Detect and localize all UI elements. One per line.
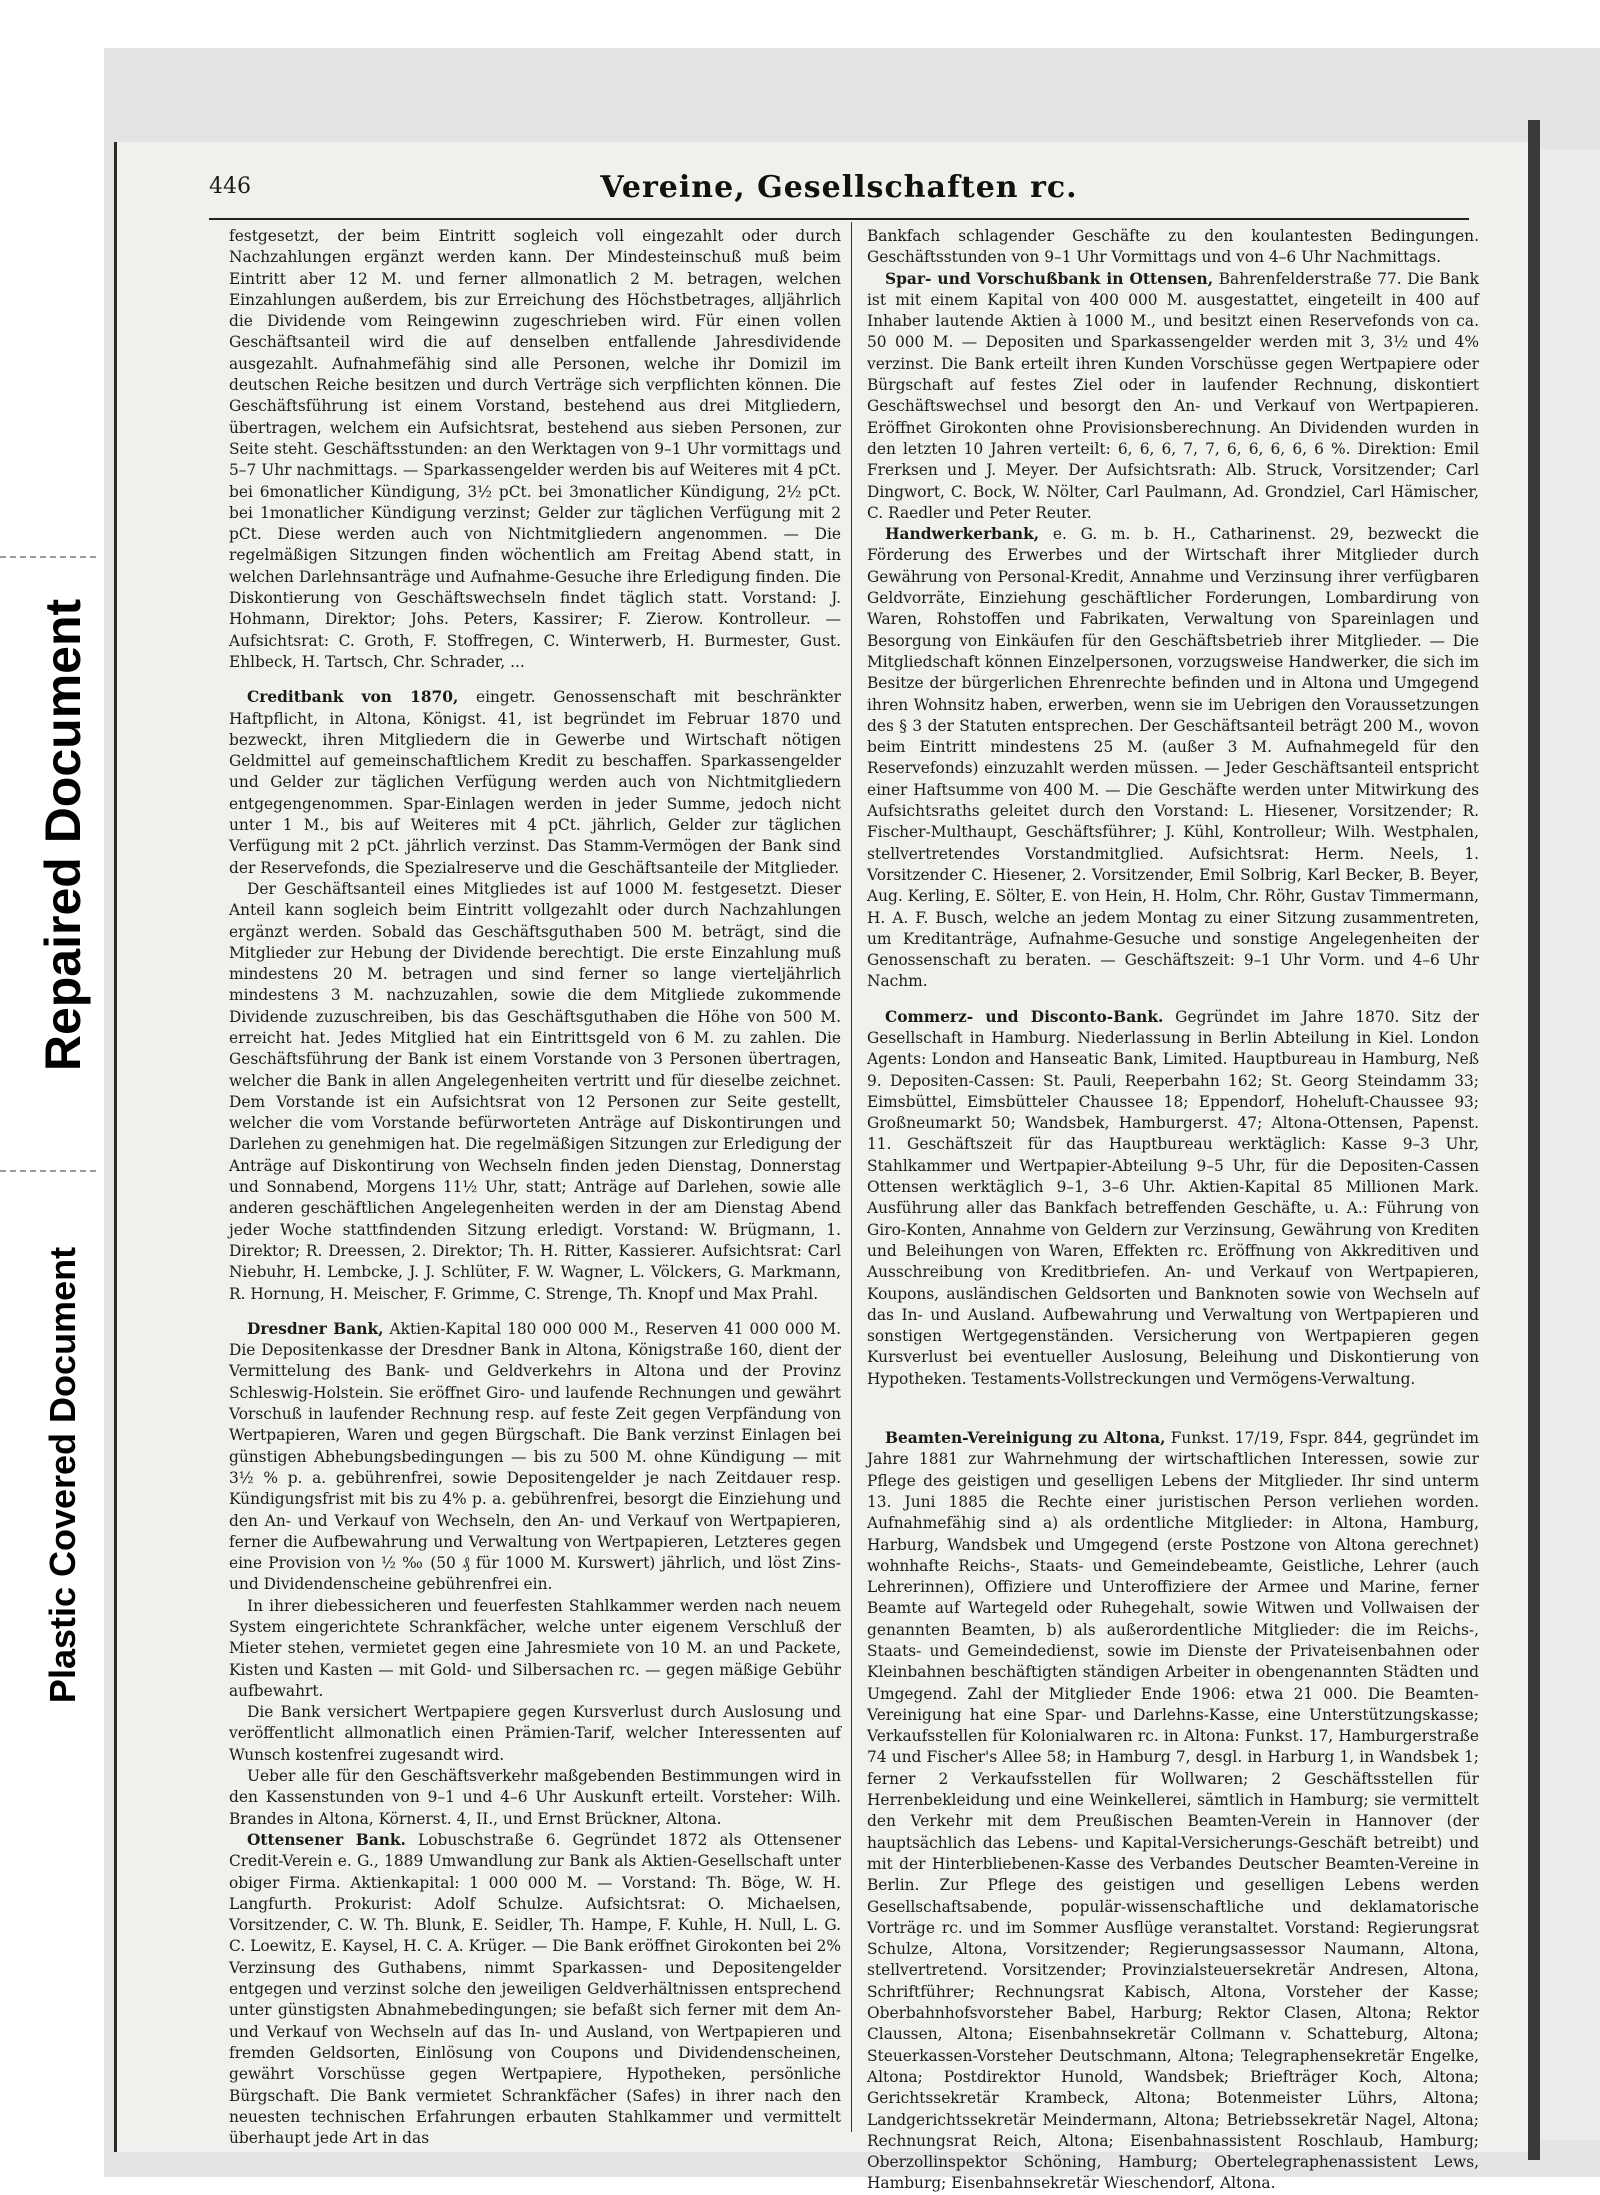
entry-ottensener-bank: Ottensener Bank. Lobuschstraße 6. Gegründet 1872 als Ottensener Credit-Verein e. G., 1889 Umwandlung zur Bank als Aktien-Gesellschaft unter obiger Firma. Aktienkapital: 1 000 000 M. — Vorstand: Th. Böge, W. H. Langfurth. Prokurist: Adolf Schulze. Aufsichtsrat: O. Michaelsen, Vorsitzender, C. W. Th. Blunk, E. Seidler, Th. Hampe, F. Kuhle, H. Null, L. G. C. Loewitz, E. Kaysel, H. C. A. Krüger. — Die Bank eröffnet Girokonten bei 2% Verzinsung des Guthabens, nimmt Sparkassen- und Depositengelder entgegen und verzinst solche den jeweiligen Geldverhältnissen entsprechend unter günstigsten Abnahmebedingungen; sie befaßt sich ferner mit dem An- und Verkauf von Wechseln auf das In- und Ausland, von Wertpapieren und fremden Geldsorten, Einlösung von Coupons und Dividendenscheinen, gewährt Vorschüsse gegen Wertpapiere, Hypotheken, persönliche Bürgschaft. Die Bank vermietet Schrankfächer (Safes) in ihrer nach den neuesten technischen Erfahrungen erbauten Stahlkammer und vermittelt überhaupt jede Art in das — [229, 1830, 841, 2148]
entry-dresdner-bank: Dresdner Bank, Aktien-Kapital 180 000 000 M., Reserven 41 000 000 M. Die Depositenkasse der Dresdner Bank in Altona, Königstraße 160, dient der Vermittelung des Bank- und Geldverkehrs in Altona und der Provinz Schleswig-Holstein. Sie eröffnet Giro- und laufende Rechnungen und gewährt Vorschuß in laufender Rechnung resp. auf feste Zeit gegen Verpfändung von Wertpapieren, Waren und gegen Bürgschaft. Die Bank verzinst Einlagen bei günstigen Abhebungsbedingungen — bis zu 500 M. ohne Kündigung — mit 3½ % p. a. gebührenfrei, sowie Depositengelder je nach Zeitdauer resp. Kündigungsfrist mit bis zu 4% p. a. gebührenfrei, besorgt die Einziehung und den An- und Verkauf von Wechseln, den An- und Verkauf von Wertpapieren, ferner die Aufbewahrung und Verwaltung von Wertpapieren, Letzteres gegen eine Provision von ½ ‰ (50 ₰ für 1000 M. Kurswert) jährlich, und löst Zins- und Dividendenscheine gebührenfrei ein. — [229, 1319, 841, 1594]
left-column — [229, 226, 841, 2148]
entry-handwerkerbank: Handwerkerbank, e. G. m. b. H., Catharinenst. 29, bezweckt die Förderung des Erwerbes und der Wirtschaft ihrer Mitglieder durch Gewährung von Personal-Kredit, Annahme und Verzinsung ihrer verfügbaren Geldvorräte, Einziehung geschäftlicher Forderungen, Lombardirung von Waren, Rohstoffen und Fabrikaten, Verwaltung von Spareinlagen und Besorgung von Einkäufen für den Geschäftsbetrieb ihrer Mitglieder. — Die Mitgliedschaft können Einzelpersonen, vorzugsweise Handwerker, die sich im Besitze der bürgerlichen Ehrenrechte befinden und in Altona und Umgegend ihren Wohnsitz haben, erwerben, wenn sie im Uebrigen den Voraussetzungen des § 3 der Statuten entsprechen. Der Geschäftsanteil beträgt 200 M., wovon beim Eintritt mindestens 25 M. (außer 3 M. Aufnahmegeld für den Reservefonds) einzuzahlt werden müssen. — Jeder Geschäftsanteil entspricht einer Haftsumme von 400 M. — Die Geschäfte werden unter Mitwirkung des Aufsichtsraths geleitet durch den Vorstand: L. Hiesener, Vorsitzender; R. Fischer-Multhaupt, Geschäftsführer; J. Kühl, Kontrolleur; Wilh. Westphalen, stellvertretendes Vorstandmitglied. Aufsichtsrat: Herm. Neels, 1. Vorsitzender C. Hiesener, 2. Vorsitzender, Emil Solbrig, Karl Becker, B. Beyer, Aug. Kerling, E. Sölter, E. von Hein, H. Holm, Chr. Röhr, Gustav Timmermann, H. A. F. Busch, welche an jedem Montag zu einer Sitzung zusammentreten, um Kreditanträge, Aufnahme-Gesuche und sonstige Angelegenheiten der Genossenschaft zu beraten. — Geschäftszeit: 9–1 Uhr Vorm. und 4–6 Uhr Nachm. — [867, 525, 1479, 991]
repaired-document-label: Repaired Document — [35, 598, 92, 1072]
entry-name: Dresdner Bank, — [247, 1319, 384, 1338]
entry-name: Commerz- und Disconto-Bank. — [885, 1007, 1164, 1026]
column-rule — [851, 222, 852, 2132]
page-gutter — [1528, 120, 1540, 2160]
paragraph: In ihrer diebessicheren und feuerfesten Stahlkammer werden nach neuem System eingerichtete Schrankfächer, welche unter eigenem Verschluß der Mieter stehen, vermietet gegen eine Jahresmiete von 10 M. an und Packete, Kisten und Kasten — mit Gold- und Silbersachen rc. — gegen mäßige Gebühr aufbewahrt. — [229, 1596, 841, 1700]
page-header — [209, 170, 1469, 210]
entry-creditbank: Creditbank von 1870, eingetr. Genossenschaft mit beschränkter Haftpflicht, in Altona, Königst. 41, ist begründet im Februar 1870 und bezweckt, ihren Mitgliedern die in Gewerbe und Wirtschaft nötigen Geldmittel auf gemeinschaftlichem Kredit zu beschaffen. Sparkassengelder und Gelder zur täglichen Verfügung werden auch von Nichtmitgliedern entgegengenommen. Spar-Einlagen werden in jeder Summe, jedoch nicht unter 1 M., bis auf Weiteres mit 4 pCt. jährlich, Gelder zur täglichen Verfügung mit 2 pCt. jährlich verzinst. Das Stamm-Vermögen der Bank sind der Reservefonds, die Spezialreserve und die Geschäftsanteile der Mitglieder. — [229, 688, 841, 877]
divider — [0, 556, 96, 558]
header-rule — [209, 218, 1469, 220]
document-page — [114, 142, 1528, 2193]
next-page-sliver — [1540, 150, 1600, 2140]
entry-name: Beamten-Vereinigung zu Altona, — [885, 1429, 1166, 1448]
plastic-covered-document-label: Plastic Covered Document — [42, 1246, 84, 1704]
paragraph: Die Bank versichert Wertpapiere gegen Kursverlust durch Auslosung und veröffentlicht allmonatlich einen Prämien-Tarif, welcher Interessenten auf Wunsch kostenfrei zugesandt wird. — [229, 1703, 841, 1764]
paragraph: Ueber alle für den Geschäftsverkehr maßgebenden Bestimmungen wird in den Kassenstunden von 9–1 und 4–6 Uhr Auskunft erteilt. Vorsteher: Wilh. Brandes in Altona, Körnerst. 4, II., und Ernst Brückner, Altona. — [229, 1767, 841, 1828]
entry-name: Spar- und Vorschußbank in Ottensen, — [885, 269, 1214, 288]
entry-commerz-disconto-bank: Commerz- und Disconto-Bank. Gegründet im Jahre 1870. Sitz der Gesellschaft in Hamburg. Niederlassung in Berlin Abteilung in Kiel. London Agents: London and Hanseatic Bank, Limited. Hauptbureau in Hamburg, Neß 9. Depositen-Cassen: St. Pauli, Reeperbahn 162; St. Georg Steindamm 33; Eimsbüttel, Eimsbütteler Chaussee 18; Eppendorf, Hoheluft-Chaussee 93; Großneumarkt 50; Wandsbek, Hamburgerst. 47; Altona-Ottensen, Papenst. 11. Geschäftszeit für das Hauptbureau werktäglich: Kasse 9–3 Uhr, Stahlkammer und Wertpapier-Abteilung 9–5 Uhr, für die Depositen-Cassen Ottensen werktäglich 9–1, 3–6 Uhr. Aktien-Kapital 85 Millionen Mark. Ausführung aller das Bankfach betreffenden Geschäfte, u. A.: Führung von Giro-Konten, Annahme von Geldern zur Verzinsung, Gewährung von Krediten und Beleihungen von Waren, Effekten rc. Eröffnung von Akkreditiven und Ausschreibung von Kreditbriefen. An- und Verkauf von Wertpapieren, Koupons, ausländischen Geldsorten und Banknoten sowie von Wechseln auf das In- und Ausland. Aufbewahrung und Verwaltung von Wertpapieren und sonstigen Wertgegenständen. Versicherung von Wertpapieren gegen Kursverlust bei eventueller Auslosung, Beleihung und Diskontierung von Hypotheken. Testaments-Vollstreckungen und Vermögens-Verwaltung. — [867, 1007, 1480, 1388]
running-head: Vereine, Gesellschaften rc. — [600, 170, 1078, 205]
entry-beamten-vereinigung: Beamten-Vereinigung zu Altona, Funkst. 17/19, Fspr. 844, gegründet im Jahre 1881 zur Wahrnehmung der wirtschaftlichen Interessen, sowie zur Pflege des geistigen und geselligen Lebens der Mitglieder. Ihr sind unterm 13. Juni 1885 die Rechte einer juristischen Person verliehen worden. Aufnahmefähig sind a) als ordentliche Mitglieder: in Altona, Hamburg, Harburg, Wandsbek und Umgegend (erste Postzone von Altona gerechnet) wohnhafte Reichs-, Staats- und Gemeindebeamte, Geistliche, Lehrer (auch Lehrerinnen), Offiziere und Unteroffiziere der Armee und Marine, ferner Beamte auf Wartegeld oder Ruhegehalt, sowie Witwen und Vollwaisen der genannten Beamten, b) als außerordentliche Mitglieder: die im Reichs-, Staats- und Gemeindedienst, sowie im Dienste der Privateisenbahnen oder Kleinbahnen beschäftigten ständigen Arbeiter in obengenannten Städten und Umgegend. Zahl der Mitglieder Ende 1906: etwa 21 000. Die Beamten-Vereinigung hat eine Spar- und Darlehns-Kasse, eine Unterstützungskasse; Verkaufsstellen für Kolonialwaren rc. in Altona: Funkst. 17, Hamburgerstraße 74 und Fischer's Allee 58; in Hamburg 7, desgl. in Harburg 1, in Wandsbek 1; ferner 2 Verkaufsstellen für Wollwaren; 2 Geschäftsstellen für Herrenbekleidung und eine Weinkellerei, sämtlich in Hamburg; sie vermittelt den Verkehr mit dem Preußischen Beamten-Verein in Hannover (der hauptsächlich das Lebens- und Kapital-Versicherungs-Geschäft betreibt) und mit der Hinterbliebenen-Kasse des Verbandes Deutscher Beamten-Vereine in Berlin. Zur Pflege des geistigen und geselligen Lebens werden Gesellschaftsabende, populär-wissenschaftliche und deklamatorische Vorträge rc. und im Sommer Ausflüge veranstaltet. Vorstand: Regierungsrat Schulze, Altona, Vorsitzender; Regierungsassessor Naumann, Altona, stellvertretend. Vorsitzender; Provinzialsteuersekretär Andresen, Altona, Schriftführer; Rechnungsrat Kabisch, Altona, Vorsteher der Kasse; Oberbahnhofsvorsteher Babel, Harburg; Rektor Clasen, Altona; Rektor Claussen, Altona; Eisenbahnsekretär Collmann v. Schatteburg, Altona; Steuerkassen-Vorsteher Deutschmann, Altona; Telegraphensekretär Engelke, Altona; Postdirektor Hunold, Wandsbek; Briefträger Koch, Altona; Gerichtssekretär Krambeck, Altona; Botenmeister Lührs, Altona; Landgerichtssekretär Meindermann, Altona; Betriebssekretär Nagel, Altona; Rechnungsrat Reich, Altona; Eisenbahnassistent Roschlaub, Hamburg; Oberzollinspektor Schöning, Hamburg; Obertelegraphenassistent Lews, Hamburg; Eisenbahnsekretär Wieschendorf, Altona. — [867, 1429, 1479, 2193]
paragraph: Bankfach schlagender Geschäfte zu den koulantesten Bedingungen. Geschäftsstunden von 9–1 Uhr Vormittags und von 4–6 Uhr Nachmittags. — [867, 227, 1479, 267]
paragraph: festgesetzt, der beim Eintritt sogleich voll eingezahlt oder durch Nachzahlungen ergänzt werden kann. Der Mindesteinschuß muß beim Eintritt aber 12 M. und ferner allmonatlich 2 M. betragen, welchen Einzahlungen außerdem, bis zur Erreichung des Höchstbetrages, alljährlich die Dividende vom Reingewinn zugeschrieben wird. Für einen vollen Geschäftsanteil wird die auf denselben entfallende Jahresdividende ausgezahlt. Aufnahmefähig sind alle Personen, welche ihr Domizil im deutschen Reiche besitzen und durch Verträge sich verpflichten können. Die Geschäftsführung ist einem Vorstand, bestehend aus drei Mitgliedern, übertragen, welchem ein Aufsichtsrat, bestehend aus sieben Personen, zur Seite steht. Geschäftsstunden: an den Werktagen von 9–1 Uhr vormittags und 5–7 Uhr nachmittags. — Sparkassengelder werden bis auf Weiteres mit 4 pCt. bei 6monatlicher Kündigung, 3½ pCt. bei 3monatlicher Kündigung, 2½ pCt. bei 1monatlicher Kündigung verzinst; Gelder zur täglichen Verfügung mit 2 pCt. Diese werden auch von Nichtmitgliedern angenommen. — Die regelmäßigen Sitzungen finden wöchentlich am Freitag Abend statt, in welchen Darlehnsanträge und Aufnahme-Gesuche ihre Erledigung finden. Die Diskontierung von Geschäftswechseln findet täglich statt. Vorstand: J. Hohmann, Direktor; Johs. Peters, Kassirer; F. Zierow. Kontrolleur. — Aufsichtsrat: C. Groth, F. Stoffregen, C. Winterwerb, H. Burmester, Gust. Ehlbeck, H. Tartsch, Chr. Schrader, ... — [229, 227, 841, 671]
right-column — [867, 226, 1480, 2193]
page-number: 446 — [209, 174, 251, 199]
entry-name: Creditbank von 1870, — [247, 688, 459, 707]
entry-name: Handwerkerbank, — [885, 525, 1040, 544]
entry-name: Ottensener Bank. — [247, 1830, 406, 1849]
paragraph: Der Geschäftsanteil eines Mitgliedes ist auf 1000 M. festgesetzt. Dieser Anteil kann sogleich beim Eintritt vollgezahlt oder durch Nachzahlungen ergänzt werden. Sobald das Geschäftsguthaben 500 M. beträgt, sind die Mitglieder zur Hebung der Dividende berechtigt. Die erste Einzahlung muß mindestens 20 M. betragen und sind ferner so lange vierteljährlich mindestens 3 M. nachzuzahlen, sowie die dem Mitgliede zukommende Dividende zuzuschreiben, bis das Geschäftsguthaben die Höhe von 500 M. erreicht hat. Jedes Mitglied hat ein Eintrittsgeld von 6 M. zu zahlen. Die Geschäftsführung der Bank ist einem Vorstande von 3 Personen übertragen, welcher die Bank in allen Angelegenheiten vertritt und für dieselbe zeichnet. Dem Vorstande ist ein Aufsichtsrat von 12 Personen zur Seite gestellt, welcher die vom Vorstande befürworteten Anträge auf Diskontirungen und Darlehen zu genehmigen hat. Die regelmäßigen Sitzungen zur Erledigung der Anträge auf Diskontirung von Wechseln finden jeden Dienstag, Donnerstag und Sonnabend, Morgens 11½ Uhr, statt; Anträge auf Darlehen, sowie alle anderen geschäftlichen Angelegenheiten werden in der am Dienstag Abend jeder Woche stattfindenden Sitzung erledigt. Vorstand: W. Brügmann, 1. Direktor; R. Dreessen, 2. Direktor; Th. H. Ritter, Kassierer. Aufsichtsrat: Carl Niebuhr, H. Lembcke, J. J. Schlüter, F. W. Wagner, L. Völckers, G. Markmann, R. Hornung, H. Meischer, F. Grimme, C. Strenge, Th. Knopf und Max Prahl. — [229, 879, 841, 1303]
divider — [0, 1170, 96, 1172]
entry-spar-vorschussbank: Spar- und Vorschußbank in Ottensen, Bahrenfelderstraße 77. Die Bank ist mit einem Kapital von 400 000 M. ausgestattet, eingeteilt in 400 auf Inhaber lautende Aktien à 1000 M., und besitzt einen Reservefonds von ca. 50 000 M. — Depositen und Sparkassengelder werden mit 3, 3½ und 4% verzinst. Die Bank erteilt ihren Kunden Vorschüsse gegen Wertpapiere oder Bürgschaft auf festes Ziel oder in laufender Rechnung, diskontiert Geschäftswechsel und besorgt den An- und Verkauf von Wertpapieren. Eröffnet Girokonten ohne Provisionsberechnung. An Dividenden wurden in den letzten 10 Jahren verteilt: 6, 6, 6, 7, 7, 6, 6, 6, 6, 6 %. Direktion: Emil Frerksen und J. Meyer. Der Aufsichtsrath: Alb. Struck, Vorsitzender; Carl Dingwort, C. Bock, W. Nölter, Carl Paulmann, Ad. Grondziel, Carl Hämischer, C. Raedler und Peter Reuter. — [867, 269, 1479, 522]
